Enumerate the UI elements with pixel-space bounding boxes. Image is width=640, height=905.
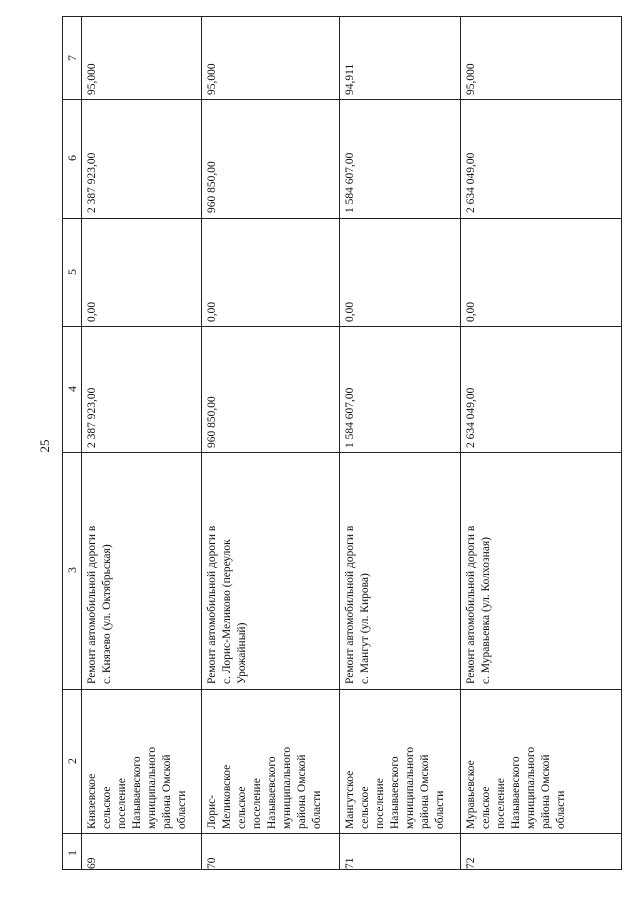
column-divider	[63, 452, 621, 453]
amount-cell: 2 634 049,00	[465, 152, 477, 213]
percent-cell: 95,000	[86, 63, 98, 95]
amount-cell: 0,00	[86, 301, 98, 322]
header-col-7: 7	[65, 55, 79, 61]
header-divider	[81, 17, 82, 869]
column-divider	[63, 218, 621, 219]
amount-cell: 0,00	[206, 301, 218, 322]
column-divider	[63, 326, 621, 327]
amount-cell: 2 387 923,00	[86, 152, 98, 213]
percent-cell: 95,000	[206, 63, 218, 95]
header-col-5: 5	[65, 269, 79, 275]
percent-cell: 95,000	[465, 63, 477, 95]
amount-cell: 1 584 607,00	[344, 387, 356, 448]
column-divider	[63, 833, 621, 834]
amount-cell: 0,00	[465, 301, 477, 322]
row-id: 71	[344, 857, 356, 869]
header-col-6: 6	[65, 155, 79, 161]
row-id: 69	[86, 857, 98, 869]
amount-cell: 2 387 923,00	[86, 387, 98, 448]
header-col-1: 1	[65, 850, 79, 856]
settlement-cell: Мангутское сельское поселение Называевского муниципального района Омской области	[344, 746, 446, 829]
header-col-2: 2	[65, 758, 79, 764]
description-cell: Ремонт автомобильной дороги в с. Князево (ул. Октябрьская)	[86, 525, 113, 684]
page-number: 25	[37, 439, 52, 453]
header-col-4: 4	[65, 386, 79, 392]
amount-cell: 960 850,00	[206, 161, 218, 213]
row-divider	[201, 17, 202, 869]
description-cell: Ремонт автомобильной дороги в с. Лорис-Меликово (переулок Урожайный)	[206, 525, 248, 684]
amount-cell: 960 850,00	[206, 396, 218, 448]
amount-cell: 0,00	[344, 301, 356, 322]
settlement-cell: Лорис- Меликовское сельское поселение Называевского муниципального района Омской области	[206, 746, 323, 829]
row-divider	[339, 17, 340, 869]
row-id: 72	[465, 857, 477, 869]
settlement-cell: Князевское сельское поселение Называевского муниципального района Омской области	[86, 746, 188, 829]
settlement-cell: Муравьевское сельское поселение Называевского муниципального района Омской области	[465, 746, 567, 829]
amount-cell: 2 634 049,00	[465, 387, 477, 448]
amount-cell: 1 584 607,00	[344, 152, 356, 213]
description-cell: Ремонт автомобильной дороги в с. Муравьевка (ул. Колхозная)	[465, 525, 492, 684]
data-table	[62, 16, 622, 870]
row-id: 70	[206, 857, 218, 869]
column-divider	[63, 689, 621, 690]
header-col-3: 3	[65, 567, 79, 573]
column-divider	[63, 99, 621, 100]
description-cell: Ремонт автомобильной дороги в с. Мангут (ул. Кирова)	[344, 525, 371, 684]
percent-cell: 94,911	[344, 63, 356, 95]
row-divider	[460, 17, 461, 869]
